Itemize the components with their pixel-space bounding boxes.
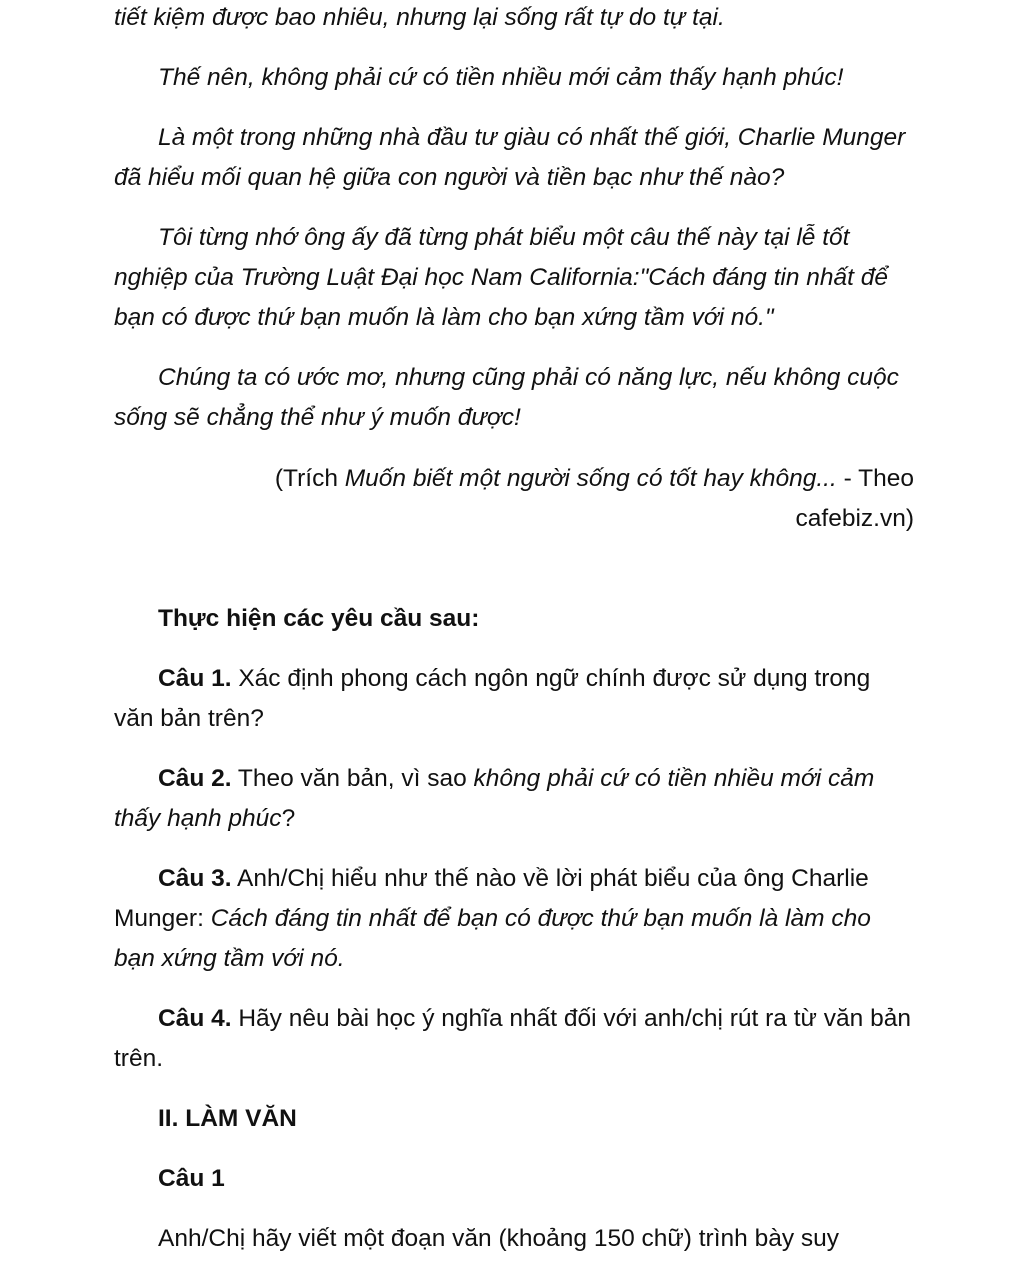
question-3-text: Anh/Chị hiểu như thế nào về lời phát biểu của ông Charlie Munger: xyxy=(114,865,869,932)
question-3-italic: Cách đáng tin nhất để bạn có được thứ bạn muốn là làm cho bạn xứng tầm với nó. xyxy=(114,905,871,972)
question-2-label: Câu 2. xyxy=(158,765,232,792)
passage-paragraph-3: Tôi từng nhớ ông ấy đã từng phát biểu một câu thế này tại lễ tốt nghiệp của Trường Luật Đại học Nam California:"Cách đáng tin nhất để bạn có được thứ bạn muốn là làm cho bạn xứng tầm với nó." xyxy=(114,224,889,331)
question-1 xyxy=(114,659,914,739)
writing-question-1-text: Anh/Chị hãy viết một đoạn văn (khoảng 150 chữ) trình bày suy xyxy=(158,1225,840,1252)
question-1-text: Xác định phong cách ngôn ngữ chính được sử dụng trong văn bản trên? xyxy=(114,665,871,732)
question-2-end: ? xyxy=(281,805,296,832)
question-2 xyxy=(114,759,914,839)
passage-paragraph-1: Thế nên, không phải cứ có tiền nhiều mới cảm thấy hạnh phúc! xyxy=(158,64,844,91)
question-3-label: Câu 3. xyxy=(158,865,232,892)
passage-paragraph-4: Chúng ta có ước mơ, nhưng cũng phải có năng lực, nếu không cuộc sống sẽ chẳng thể như ý muốn được! xyxy=(114,364,899,431)
question-2-text: Theo văn bản, vì sao xyxy=(231,765,474,792)
document-page xyxy=(114,0,914,1259)
question-3 xyxy=(114,859,914,979)
citation-prefix: (Trích xyxy=(274,465,345,492)
citation-suffix: - Theo xyxy=(836,465,914,492)
passage-paragraph-2: Là một trong những nhà đầu tư giàu có nhất thế giới, Charlie Munger đã hiểu mối quan hệ giữa con người và tiền bạc như thế nào? xyxy=(114,124,906,191)
source-citation xyxy=(114,459,914,539)
question-4 xyxy=(114,999,914,1079)
question-4-text: Hãy nêu bài học ý nghĩa nhất đối với anh/chị rút ra từ văn bản trên. xyxy=(114,1005,911,1072)
writing-question-1-label: Câu 1 xyxy=(158,1165,225,1192)
question-4-label: Câu 4. xyxy=(158,1005,232,1032)
citation-title: Muốn biết một người sống có tốt hay không... xyxy=(344,465,837,492)
passage-paragraph-0: tiết kiệm được bao nhiêu, nhưng lại sống rất tự do tự tại. xyxy=(114,4,725,31)
citation-source: cafebiz.vn) xyxy=(795,505,914,532)
tasks-heading: Thực hiện các yêu cầu sau: xyxy=(158,605,480,632)
question-2-italic: không phải cứ có tiền nhiều mới cảm thấy hạnh phúc xyxy=(114,765,875,832)
writing-heading: II. LÀM VĂN xyxy=(158,1105,297,1132)
question-1-label: Câu 1. xyxy=(158,665,232,692)
